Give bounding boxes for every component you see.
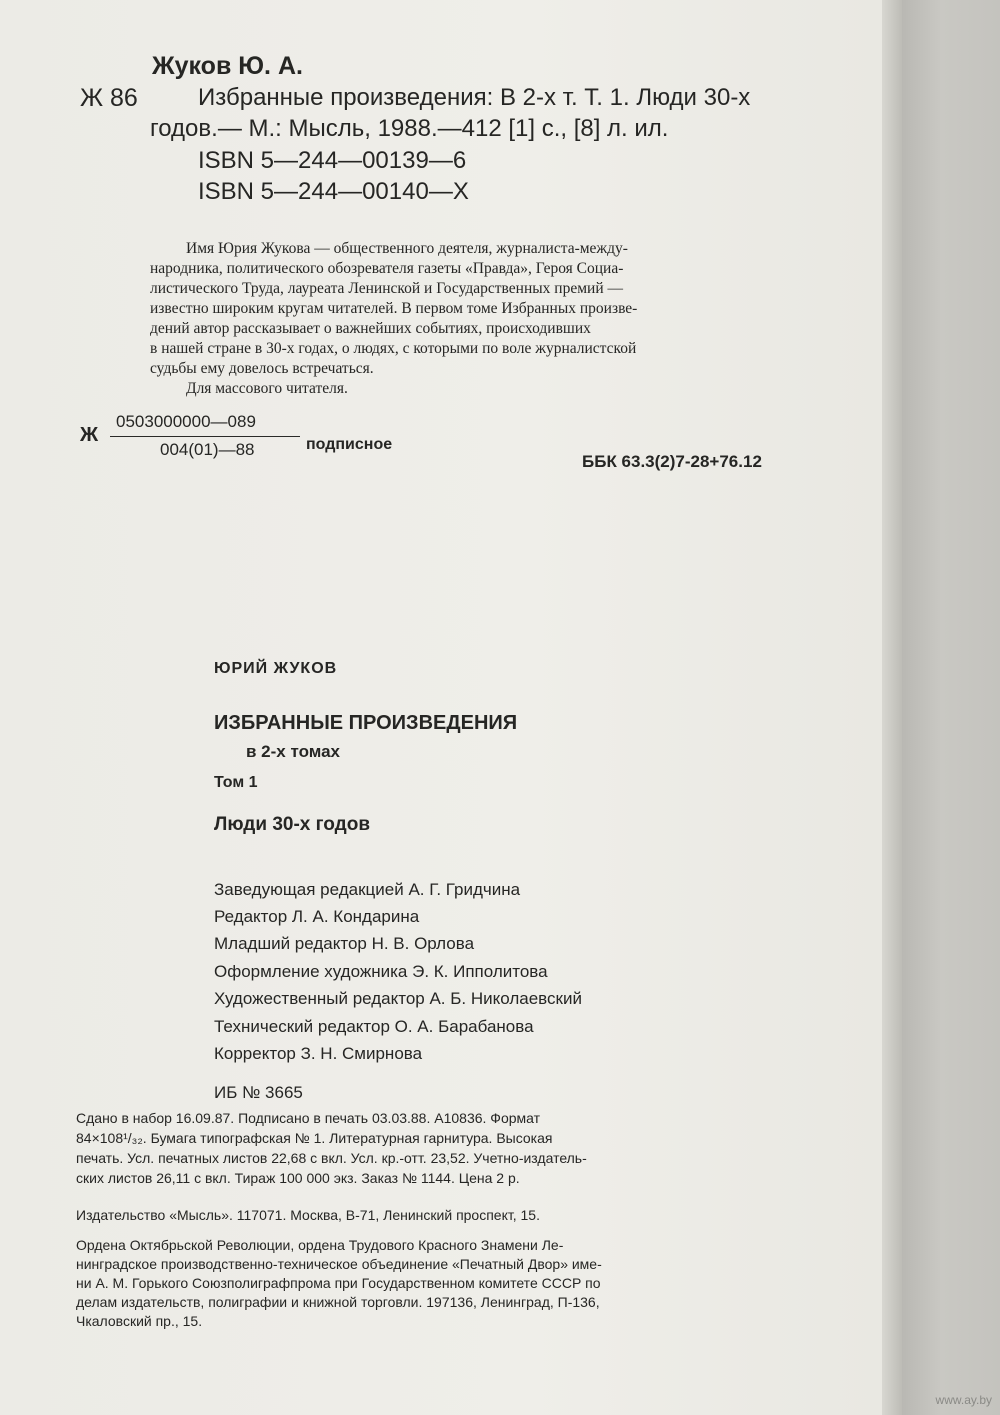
bbk-code: ББК 63.3(2)7-28+76.12 <box>582 452 762 471</box>
catalog-isbn-2: ISBN 5—244—00140—X <box>198 178 469 205</box>
catalog-call-mark: Ж 86 <box>80 84 138 112</box>
imprint-line: печать. Усл. печатных листов 22,68 с вкл. Усл. кр.-отт. 23,52. Учетно-издатель- <box>76 1150 587 1166</box>
annotation-line: судьбы ему довелось встречаться. <box>150 360 374 377</box>
annotation-line: дений автор рассказывает о важнейших событиях, происходивших <box>150 320 591 337</box>
annotation-line: Для массового читателя. <box>186 380 348 397</box>
credit-line: Заведующая редакцией А. Г. Гридчина <box>214 880 521 899</box>
subscription-label: подписное <box>306 436 393 453</box>
printer-line: ни А. М. Горького Союзполиграфпрома при Государственном комитете СССР по <box>76 1275 601 1291</box>
catalog-isbn-1: ISBN 5—244—00139—6 <box>198 147 467 174</box>
annotation-line: в нашей стране в 30-х годах, о людях, с которыми по воле журналистской <box>150 340 637 357</box>
classification-numerator: 0503000000—089 <box>116 412 256 431</box>
book-subtitle: Люди 30-х годов <box>214 814 370 835</box>
book-title: ИЗБРАННЫЕ ПРОИЗВЕДЕНИЯ <box>214 712 518 734</box>
page-edge <box>882 0 902 1415</box>
annotation-line: народника, политического обозревателя газеты «Правда», Героя Социа- <box>150 260 624 277</box>
credit-line: Младший редактор Н. В. Орлова <box>214 934 475 953</box>
credit-line: Художественный редактор А. Б. Николаевский <box>214 989 582 1008</box>
fraction-rule <box>110 436 300 437</box>
credit-line: Оформление художника Э. К. Ипполитова <box>214 962 548 981</box>
imprint-line: 84×108¹/₃₂. Бумага типографская № 1. Литературная гарнитура. Высокая <box>76 1130 553 1146</box>
annotation-line: известно широким кругам читателей. В первом томе Избранных произве- <box>150 300 638 317</box>
catalog-author: Жуков Ю. А. <box>152 52 303 80</box>
printer-line: Ордена Октябрьской Революции, ордена Трудового Красного Знамени Ле- <box>76 1237 564 1253</box>
title-author: ЮРИЙ ЖУКОВ <box>214 660 338 677</box>
classification-letter: Ж <box>80 424 99 446</box>
catalog-entry-line2: годов.— М.: Мысль, 1988.—412 [1] с., [8] л. ил. <box>150 115 669 142</box>
watermark: www.ay.by <box>935 1393 992 1407</box>
imprint-line: Сдано в набор 16.09.87. Подписано в печать 03.03.88. А10836. Формат <box>76 1110 541 1126</box>
credit-line: Корректор З. Н. Смирнова <box>214 1044 423 1063</box>
credit-line: Технический редактор О. А. Барабанова <box>214 1017 534 1036</box>
adjacent-page <box>902 0 1000 1415</box>
printer-line: делам издательств, полиграфии и книжной торговли. 197136, Ленинград, П-136, <box>76 1294 600 1310</box>
ib-number: ИБ № 3665 <box>214 1083 303 1102</box>
classification-denominator: 004(01)—88 <box>160 440 255 459</box>
volumes-note: в 2-х томах <box>246 742 340 761</box>
printer-line: нинградское производственно-техническое объединение «Печатный Двор» име- <box>76 1256 602 1272</box>
annotation-line: Имя Юрия Жукова — общественного деятеля, журналиста-между- <box>186 240 628 257</box>
volume-number: Том 1 <box>214 774 258 791</box>
annotation-line: листического Труда, лауреата Ленинской и Государственных премий — <box>150 280 623 297</box>
credit-line: Редактор Л. А. Кондарина <box>214 907 420 926</box>
publisher-address: Издательство «Мысль». 117071. Москва, В-71, Ленинский проспект, 15. <box>76 1207 540 1223</box>
printer-line: Чкаловский пр., 15. <box>76 1313 203 1329</box>
imprint-line: ских листов 26,11 с вкл. Тираж 100 000 экз. Заказ № 1144. Цена 2 р. <box>76 1170 520 1186</box>
catalog-entry-line1: Избранные произведения: В 2-х т. Т. 1. Люди 30-х <box>198 84 751 111</box>
